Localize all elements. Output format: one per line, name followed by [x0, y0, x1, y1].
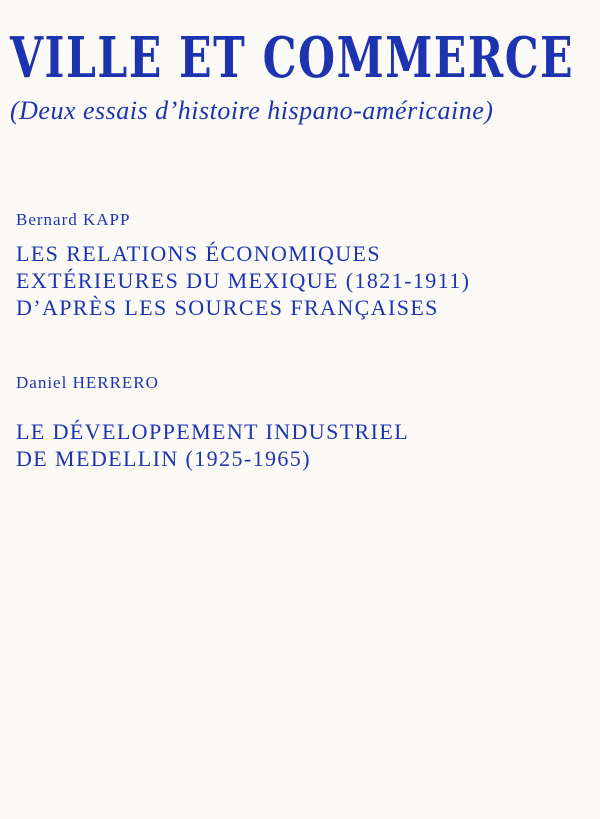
essay-title-line: D’APRÈS LES SOURCES FRANÇAISES	[16, 295, 439, 320]
essay-title-line: LE DÉVELOPPEMENT INDUSTRIEL	[16, 419, 410, 444]
essay-author: Daniel HERRERO	[16, 373, 159, 392]
book-title: VILLE ET COMMERCE	[10, 25, 575, 91]
essay-title-line: DE MEDELLIN (1925-1965)	[16, 446, 311, 471]
book-subtitle: (Deux essais d’histoire hispano-américaine)	[10, 96, 494, 125]
essay-author: Bernard KAPP	[16, 210, 131, 229]
essay-title	[16, 418, 409, 472]
essay-title-line: LES RELATIONS ÉCONOMIQUES	[16, 241, 381, 266]
essay-title-line: EXTÉRIEURES DU MEXIQUE (1821-1911)	[16, 268, 471, 293]
essay-title	[16, 240, 470, 321]
